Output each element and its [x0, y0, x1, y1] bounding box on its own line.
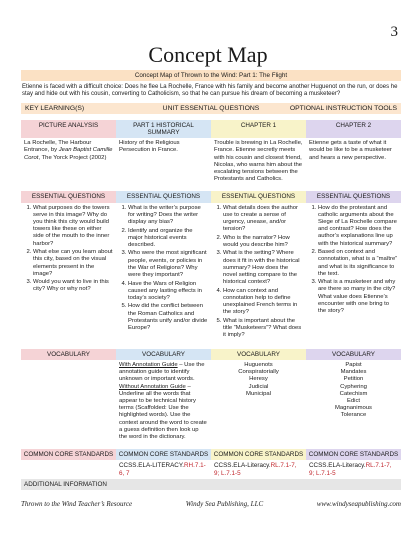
vocab-header-chapter1: VOCABULARY	[211, 349, 306, 360]
unit-essential-questions-header: UNIT ESSENTIAL QUESTIONS	[162, 104, 260, 112]
eq-chapter2-list	[306, 203, 401, 343]
list-item: 4. Have the Wars of Religion caused any lasting effects in today’s society?	[128, 281, 208, 303]
picture-analysis-text: La Rochelle, The Harbour Entrance, by Jean Baptist Camille Corot, The Yorck Project (2002)	[24, 140, 113, 161]
chapter1-summary: Trouble is brewing in La Rochelle, France. Etienne secretly meets with his cousin and closest friend, Nicolas, who warns him about the escalating tensions between the Protestants and Catholics.	[214, 140, 303, 183]
vocab-word: Municipal	[246, 390, 271, 397]
intro-text: Etienne is faced with a difficult choice: Does he flee La Rochelle, France with his family and become another Huguenot on the run, or does he stay and hide out with his cousin, converting to Catholicism, so that he can pursue his dream of becoming a musketeer?	[22, 84, 398, 98]
concept-map-table	[21, 70, 401, 490]
list-item: 2. Who is the narrator? How would you describe him?	[223, 235, 303, 249]
vocab-word: Huguenots	[244, 361, 273, 368]
vocab-picture-empty	[21, 360, 116, 443]
essential-questions-row	[21, 203, 401, 343]
ccs-picture-empty	[21, 460, 116, 478]
ccs-header-picture: COMMON CORE STANDARDS	[21, 449, 116, 460]
painter-name: Jean Baptist Camille Corot	[24, 147, 113, 161]
vocab-word: Catechism	[339, 390, 368, 397]
eq-header-summary: ESSENTIAL QUESTIONS	[116, 191, 211, 202]
vocab-word: Edict	[346, 398, 361, 404]
footer-publisher: Windy Sea Publishing, LLC	[185, 500, 264, 508]
eq-header-chapter2: ESSENTIAL QUESTIONS	[306, 191, 401, 202]
list-item: 3. What is the setting? Where does it fit in with the historical summary? How does the novel setting compare to the historical context?	[223, 250, 303, 286]
vocab-word: Cyphering	[340, 383, 367, 390]
vocab-word: Judicial	[248, 383, 269, 390]
chapter2-summary: Etienne gets a taste of what it would be like to be a musketeer and hears a new perspective.	[309, 140, 392, 161]
concept-map-subtitle: Concept Map of Thrown to the Wind: Part 1: The Flight	[21, 70, 401, 81]
list-item: 5. How did the conflict between the Roman Catholics and Protestants unify and/or divide Europe?	[128, 303, 208, 332]
eq-picture-list	[21, 203, 116, 343]
vocab-word: Magnanimous	[334, 405, 372, 412]
vocab-chapter2-list	[306, 360, 401, 443]
ccs-chapter2: CCSS.ELA-Literacy.RL.7.1-7, 9; L.7.1-5	[309, 462, 392, 477]
vocabulary-header-row	[21, 349, 401, 360]
page-title: Concept Map	[148, 42, 268, 67]
eq-summary-list	[116, 203, 211, 343]
ccs-header-chapter2: COMMON CORE STANDARDS	[306, 449, 401, 460]
list-item: 2. Based on context and connotation, what is a “maître” and what is its significance to the text.	[318, 249, 398, 278]
eq-header-picture: ESSENTIAL QUESTIONS	[21, 191, 116, 202]
vocab-word: Petition	[343, 376, 364, 383]
chapter1-header: CHAPTER 1	[211, 120, 306, 138]
list-item: 4. How can context and connotation help to define unexplained French terms in the story?	[223, 288, 303, 317]
ccs-chapter1: CCSS.ELA-Literacy.RL.7.1-7, 9; L.7.1-5	[214, 462, 297, 477]
vocab-chapter1-list	[211, 360, 306, 443]
summary-row	[21, 138, 401, 185]
list-item: 1. What is the writer’s purpose for writing? Does the writer display any bias?	[128, 205, 208, 227]
optional-instruction-tools-header: OPTIONAL INSTRUCTION TOOLS	[289, 104, 397, 112]
footer-book-title: Thrown to the Wind Teacher’s Resource	[21, 500, 133, 508]
eq-chapter1-list	[211, 203, 306, 343]
list-item: 5. What is important about the title “Musketeers”? What does it imply?	[223, 318, 303, 340]
vocab-annotation-guide: With Annotation Guide – Use the annotation guide to identify unknown or important words. Without Annotation Guide – Underline all the words that appear to be technical history terms (Scaffolded: Use the highlighted words). Use the context around the word to create a guess definition then look up the word in the dictionary.	[119, 361, 207, 441]
historical-summary-header: PART 1 HISTORICAL SUMMARY	[116, 120, 211, 138]
vocab-word: Tolerance	[340, 412, 367, 419]
list-item: 3. Who were the most significant people, events, or policies in the War of Religions? Why were they important?	[128, 250, 208, 279]
vocabulary-row	[21, 360, 401, 443]
ccs-row	[21, 460, 401, 478]
list-item: 1. What purposes do the towers serve in this image? Why do you think this city would build towers like these on either side of the mouth to the inner harbor?	[33, 205, 113, 248]
vocab-word: Heresy	[249, 376, 268, 383]
vocab-header-chapter2: VOCABULARY	[306, 349, 401, 360]
list-item: 1. What details does the author use to create a sense of urgency, unease, and/or tension?	[223, 205, 303, 234]
ccs-header-row	[21, 449, 401, 460]
vocab-header-summary: VOCABULARY	[116, 349, 211, 360]
vocab-header-picture: VOCABULARY	[21, 349, 116, 360]
list-item: 1. How do the protestant and catholic arguments about the Siege of La Rochelle compare and contrast? How does the author’s explanations line up with the historical summary?	[318, 205, 398, 248]
section-header-row	[21, 120, 401, 138]
list-item: 3. What is a musketeer and why are there so many in the city? What value does Etienne’s encounter with one bring to the story?	[318, 279, 398, 315]
page-number: 3	[390, 24, 398, 40]
additional-information-header: ADDITIONAL INFORMATION	[21, 479, 401, 490]
historical-summary-text: History of the Religious Persecution in France.	[119, 140, 180, 154]
ccs-header-summary: COMMON CORE STANDARDS	[116, 449, 211, 460]
key-header-row	[21, 103, 401, 114]
list-item: 2. Identify and organize the major historical events described.	[128, 228, 208, 250]
ccs-header-chapter1: COMMON CORE STANDARDS	[211, 449, 306, 460]
chapter2-header: CHAPTER 2	[306, 120, 401, 138]
list-item: 3. Would you want to live in this city? Why or why not?	[33, 279, 113, 293]
page-footer	[21, 500, 401, 508]
vocab-word: Mandates	[340, 369, 367, 376]
picture-analysis-header: PICTURE ANALYSIS	[21, 120, 116, 138]
footer-website: www.windyseapublishing.com	[316, 500, 401, 508]
vocab-word: Conspiratorially	[238, 369, 279, 376]
essential-questions-header-row	[21, 191, 401, 202]
eq-header-chapter1: ESSENTIAL QUESTIONS	[211, 191, 306, 202]
ccs-summary: CCSS.ELA-LITERACY.RH.7.1-6, 7	[119, 462, 206, 477]
list-item: 2. What else can you learn about this city, based on the visual elements present in the image?	[33, 249, 113, 278]
key-learnings-header: KEY LEARNING(S)	[25, 104, 85, 112]
vocab-word: Papist	[345, 361, 362, 368]
